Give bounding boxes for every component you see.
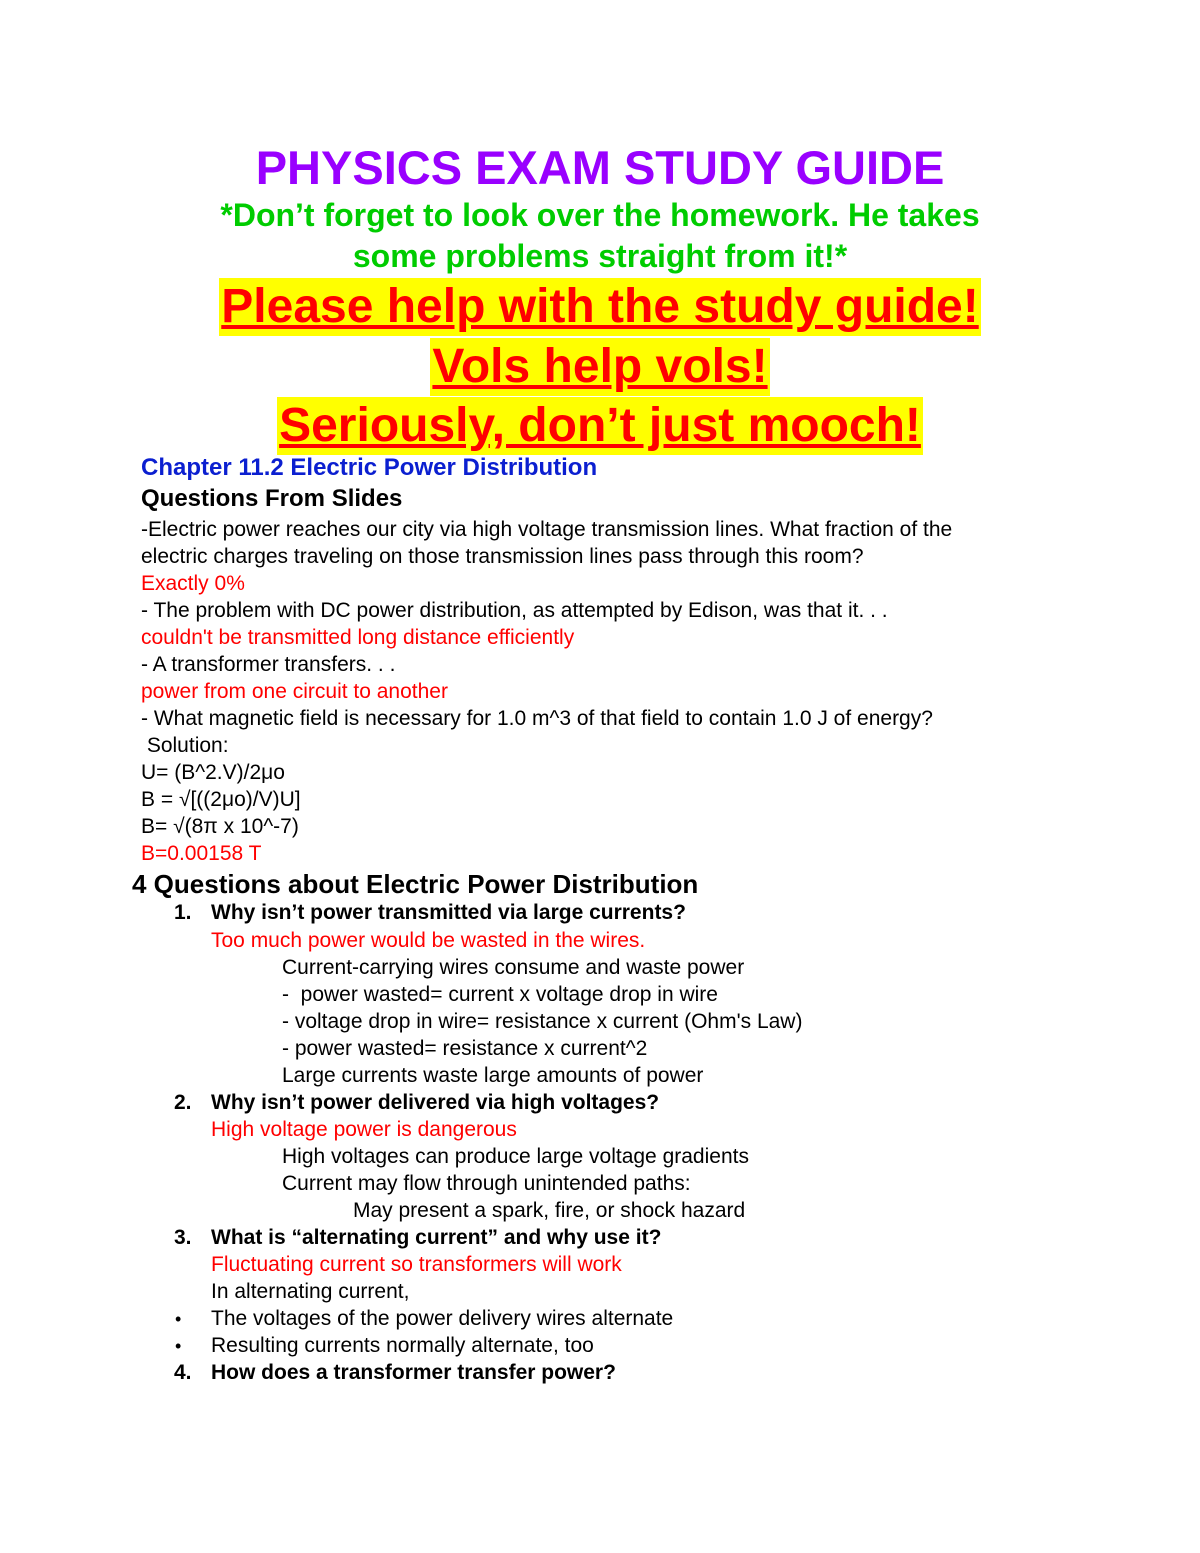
question-3-number: 3.: [174, 1226, 192, 1249]
question-3-bullet: The voltages of the power delivery wires alternate: [211, 1307, 674, 1330]
solution-step-3: B= √(8π x 10^-7): [141, 815, 299, 838]
slides-subheading: Questions From Slides: [141, 485, 403, 512]
question-3-bullet: Resulting currents normally alternate, too: [211, 1334, 594, 1357]
question-1-detail: - power wasted= current x voltage drop in wire: [282, 983, 718, 1006]
slide-question-4: - What magnetic field is necessary for 1.0 m^3 of that field to contain 1.0 J of energy?: [141, 707, 933, 730]
page-title: PHYSICS EXAM STUDY GUIDE: [255, 141, 945, 194]
question-1-number: 1.: [174, 901, 192, 924]
question-1-detail: - power wasted= resistance x current^2: [282, 1037, 648, 1060]
plea-line-1: [0, 278, 1200, 336]
slide-answer-4: B=0.00158 T: [141, 842, 262, 865]
chapter-heading: Chapter 11.2 Electric Power Distribution: [141, 454, 598, 481]
plea-line-3: [0, 397, 1200, 455]
plea-line-2: [0, 338, 1200, 396]
question-1-answer: Too much power would be wasted in the wires.: [211, 929, 646, 952]
plea-text-2: Vols help vols!: [430, 338, 769, 396]
question-2-detail: Current may flow through unintended paths:: [282, 1172, 691, 1195]
question-2-number: 2.: [174, 1091, 192, 1114]
solution-step-2: B = √[((2μo)/V)U]: [141, 788, 301, 811]
slide-question-1-line-2: electric charges traveling on those transmission lines pass through this room?: [141, 545, 864, 568]
slide-question-3: - A transformer transfers. . .: [141, 653, 396, 676]
four-questions-heading: 4 Questions about Electric Power Distribution: [132, 869, 699, 899]
plea-text-1: Please help with the study guide!: [219, 278, 980, 336]
question-2-detail: May present a spark, fire, or shock hazard: [353, 1199, 746, 1222]
question-3-text: What is “alternating current” and why use it?: [211, 1226, 662, 1249]
slide-answer-3: power from one circuit to another: [141, 680, 448, 703]
question-1-text: Why isn’t power transmitted via large currents?: [211, 901, 686, 924]
question-3-answer: Fluctuating current so transformers will work: [211, 1253, 622, 1276]
question-1-detail: Large currents waste large amounts of power: [282, 1064, 704, 1087]
question-1-detail: Current-carrying wires consume and waste power: [282, 956, 745, 979]
question-4-text: How does a transformer transfer power?: [211, 1361, 616, 1384]
question-3-intro: In alternating current,: [211, 1280, 410, 1303]
slide-answer-2: couldn't be transmitted long distance efficiently: [141, 626, 575, 649]
slide-question-1-line-1: -Electric power reaches our city via high voltage transmission lines. What fraction of the: [141, 518, 953, 541]
plea-text-3: Seriously, don’t just mooch!: [277, 397, 923, 455]
bullet-icon: •: [175, 1336, 182, 1356]
solution-label: Solution:: [141, 734, 229, 757]
question-2-answer: High voltage power is dangerous: [211, 1118, 517, 1141]
solution-step-1: U= (B^2.V)/2μo: [141, 761, 285, 784]
question-1-detail: - voltage drop in wire= resistance x current (Ohm's Law): [282, 1010, 803, 1033]
question-2-text: Why isn’t power delivered via high voltages?: [211, 1091, 660, 1114]
question-4-number: 4.: [174, 1361, 192, 1384]
question-2-detail: High voltages can produce large voltage gradients: [282, 1145, 749, 1168]
bullet-icon: •: [175, 1309, 182, 1329]
slide-answer-1: Exactly 0%: [141, 572, 245, 595]
slide-question-2: - The problem with DC power distribution, as attempted by Edison, was that it. . .: [141, 599, 888, 622]
homework-note-line-2: some problems straight from it!*: [352, 238, 848, 274]
homework-note-line-1: *Don’t forget to look over the homework. He takes: [220, 197, 980, 233]
